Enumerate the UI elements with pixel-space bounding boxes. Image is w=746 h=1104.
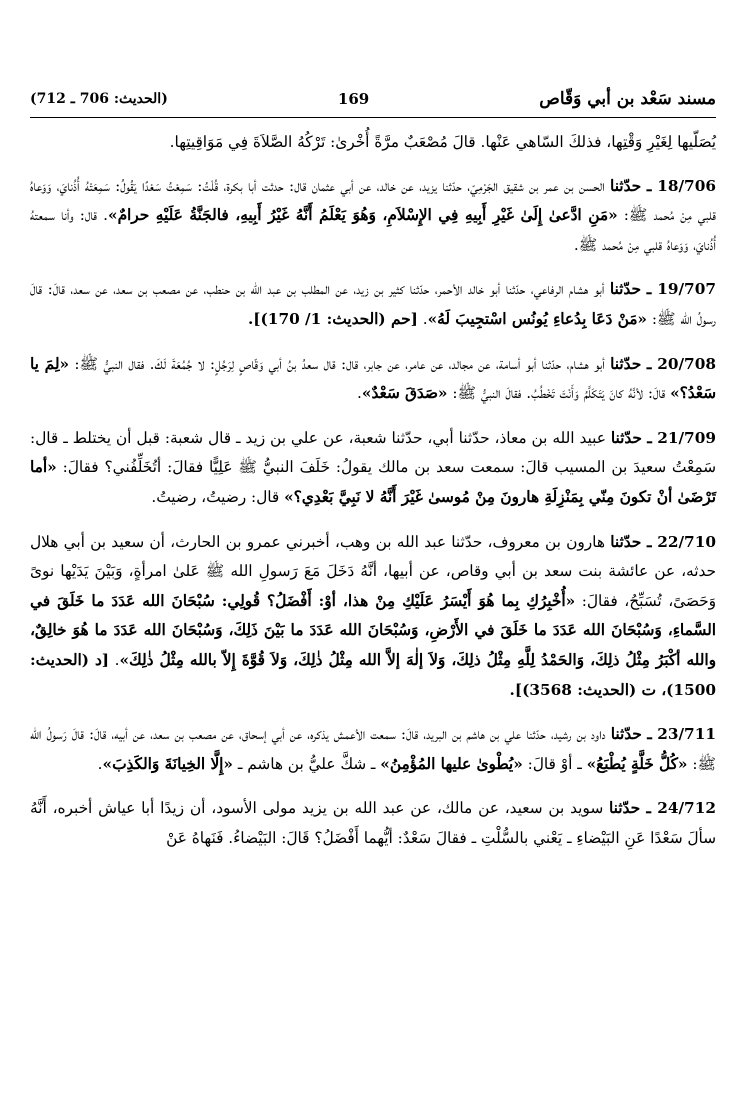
narration-text: قالَ: لأنَّهُ كانَ يَتَكَلَّمُ وَأَنْتَ تَخْطُبُ. فقالَ النبيُّ ﷺ: — [447, 384, 671, 403]
page-number: 169 — [337, 90, 370, 108]
hadith-separator: ـ — [641, 725, 658, 744]
prophetic-quote: «مَنْ دَعَا بِدُعاءِ يُونُس اسْتجِيبَ لَهُ» — [427, 309, 647, 328]
hadith-separator: ـ — [641, 354, 658, 373]
cross-reference: [د (الحديث: 1500)، ت (الحديث: 3568)]. — [30, 650, 716, 699]
hadith-separator: ـ — [640, 280, 658, 299]
cross-reference: [حم (الحديث: 1/ 170)]. — [247, 309, 418, 328]
hadith-number: 22/710 — [657, 532, 716, 551]
hadith-list — [30, 172, 716, 854]
hadith-separator: ـ — [641, 428, 658, 447]
hadith-paragraph — [30, 528, 716, 706]
hadith-paragraph — [30, 275, 716, 334]
prophetic-quote: «مَنِ ادَّعىٰ إِلَىٰ غَيْرِ أَبِيهِ فِي الإِسْلاَمِ، وَهُوَ يَعْلَمُ أَنَّهُ غَيْرُ أَبِيهِ، فالجَنَّةُ عَلَيْهِ حرامٌ» — [108, 206, 618, 225]
hadith-separator: ـ — [640, 799, 658, 818]
hadith-number: 19/707 — [657, 280, 716, 299]
narration-text: . — [417, 309, 428, 328]
hadith-separator: ـ — [641, 176, 658, 195]
hadith-paragraph — [30, 350, 716, 409]
narration-text: قال: رضيتُ، رضيتُ. — [151, 487, 285, 506]
hadith-paragraph — [30, 424, 716, 513]
narration-text: ـ شكَّ عليُّ بن هاشم ـ — [233, 754, 381, 773]
prophetic-quote: «صَدَقَ سَعْدٌ» — [361, 384, 448, 403]
header-rule — [30, 117, 716, 118]
hadith-number: 18/706 — [657, 176, 716, 195]
page-body — [30, 128, 716, 868]
narration-text: داود بن رشيد، حدّثنا علي بن هاشم بن البريد، قالَ: سمعت الأعمش يذكره، عن أبي إسحاق، عن مصعب بن سعد، عن أبيه، قالَ: قالَ رَسولُ الله ﷺ: — [30, 725, 716, 773]
continued-paragraph: يُصَلّيها لِغَيْرِ وَقْتِها، فذلكَ السّاهي عَنْها. قالَ مُصْعَبٌ مرَّةً أُخْرىٰ: تَرْكُهُ الصَّلاَةَ فِي مَوَاقِيتِها. — [169, 133, 716, 151]
header-title: مسند سَعْد بن أبي وَقّاص — [539, 89, 716, 109]
narration-text: الحسن بن عمر بن شقيق الجَرْمِيّ، حدّثنا يزيد، عن خالد، عن أبي عثمان قال: حدثت أبا بكرة، قُلْتُ: سَمِعْتُ سَعْدًا يَقُولُ: سَمِعَتْهُ أُذُنايَ، وَوَعاهُ قلبي مِنْ مُحمد ﷺ: — [30, 176, 716, 225]
narration-text: عبيد الله بن معاذ، حدّثنا أبي، حدّثنا شعبة، عن علي بن زيد ـ قال شعبة: قبل أن يختلط ـ قال: سَمِعْتُ سعيدَ بن المسيب قالَ: سمعت سعد بن مالك يقولُ: خَلَفَ النبيُّ ﷺ عَلِيًّا فقالَ: أتُخَلِّفُني؟ فقالَ: — [30, 428, 716, 477]
narration-text: . قال: وأنا سمعتهُ أُذُنايَ، وَوَعاهُ قلبي مِنْ مُحمد ﷺ. — [30, 206, 716, 254]
running-header — [30, 84, 716, 114]
hadith-range: (الحديث: 706 ـ 712) — [30, 91, 168, 107]
prophetic-quote: «لِمَ يا سَعْدُ؟» — [30, 354, 716, 403]
hadith-opening-word: حدّثنا — [609, 280, 641, 299]
narration-text: . — [97, 754, 103, 773]
hadith-opening-word: حدّثنا — [610, 428, 642, 447]
hadith-opening-word: حدّثنا — [610, 532, 642, 551]
hadith-number: 20/708 — [657, 354, 716, 373]
narration-text: أبو هشام الرفاعي، حدّثنا أبو خالد الأحمر، حدّثنا كثير بن زيد، عن المطلب بن عبد الله بن حنطب، عن مصعب بن سعد، عن سعد، قالَ: قالَ رسولُ الله ﷺ: — [30, 280, 716, 328]
hadith-separator: ـ — [641, 532, 658, 551]
narration-text: ـ أوْ قالَ: — [522, 754, 587, 773]
prophetic-quote: «كُلُّ خَلَّةٍ يُطْبَعُ» — [586, 754, 688, 773]
narration-text: أبو هشام، حدّثنا أبو أسامة، عن مجالد، عن عامر، عن جابر، قال: قال سعدُ بنُ أبي وَقّاصٍ لِرَجُلٍ: لا جُمُعَةَ لَكَ. فقال النبيُّ ﷺ: — [69, 354, 611, 373]
narration-text: . — [357, 384, 362, 403]
hadith-paragraph — [30, 794, 716, 853]
hadith-opening-word: حدّثنا — [609, 799, 641, 818]
narration-text: . — [109, 650, 120, 669]
hadith-opening-word: حدّثنا — [610, 176, 642, 195]
narration-text: هارون بن معروف، حدّثنا عبد الله بن وهب، أخبرني عمرو بن الحارث، أن سعيد بن أبي هلال حدثه، عن عائشة بنت سعد بن أبي وقاص، عن أبيها، أنَّهُ دَخَلَ مَعَ رَسولِ الله ﷺ عَلىٰ امرأةٍ، وَبَيْنَ يَدَيْها نوىً وَحَصَىً، تُسَبِّحُ، فقالَ: — [30, 532, 716, 610]
prophetic-quote: «يُطْوىٰ عليها المُؤْمِنُ» — [380, 754, 523, 773]
hadith-opening-word: حدّثنا — [610, 725, 642, 744]
hadith-opening-word: حدّثنا — [610, 354, 642, 373]
hadith-number: 21/709 — [657, 428, 716, 447]
prophetic-quote: «أُخْبِرُكِ بِما هُوَ أَيْسَرُ عَلَيْكِ مِنْ هذا، أوْ: أَفْضَلُ؟ قُولِي: سُبْحَانَ الله عَدَدَ ما خَلَقَ في السَّماءِ، وَسُبْحَانَ الله عَدَدَ ما خَلَقَ في الأَرْضِ، وَسُبْحَانَ الله عَدَدَ ما بَيْنَ ذَلِكَ، وَسُبْحَانَ الله عَدَدَ ما هُوَ خالِقٌ، والله أكْبَرُ مِثْلُ ذلِكَ، وَالحَمْدُ لِلَّهِ مِثْلُ ذلِكَ، وَلاَ إلٰهَ إلاَّ الله مِثْلُ ذٰلِكَ، وَلاَ قُوَّةَ إِلاّ بالله مِثْلُ ذٰلِكَ» — [30, 591, 717, 669]
narration-text: سويد بن سعيد، عن مالك، عن عبد الله بن يزيد مولى الأسود، أن زيدًا أبا عياش أخبره، أَنَّهُ سألَ سَعْدًا عَنِ البَيْضاءِ ـ يَعْني بالسُّلْتِ ـ فقالَ سَعْدٌ: أيُّهما أَفْضَلُ؟ قَالَ: البَيْضاءُ. فَنَهاهُ عَنْ — [30, 799, 716, 847]
hadith-number: 24/712 — [657, 799, 716, 818]
hadith-number: 23/711 — [657, 725, 716, 744]
hadith-paragraph — [30, 720, 716, 779]
hadith-paragraph — [30, 172, 716, 261]
prophetic-quote: «أما تَرْضَىٰ أنْ تكونَ مِنّي بِمَنْزِلَةِ هارونَ مِنْ مُوسىٰ غَيْرَ أَنَّهُ لا نَبِيَّ بَعْدِي؟» — [30, 458, 716, 506]
prophetic-quote: «إِلَّا الخِيانَةَ وَالكَذِبَ» — [102, 754, 233, 773]
